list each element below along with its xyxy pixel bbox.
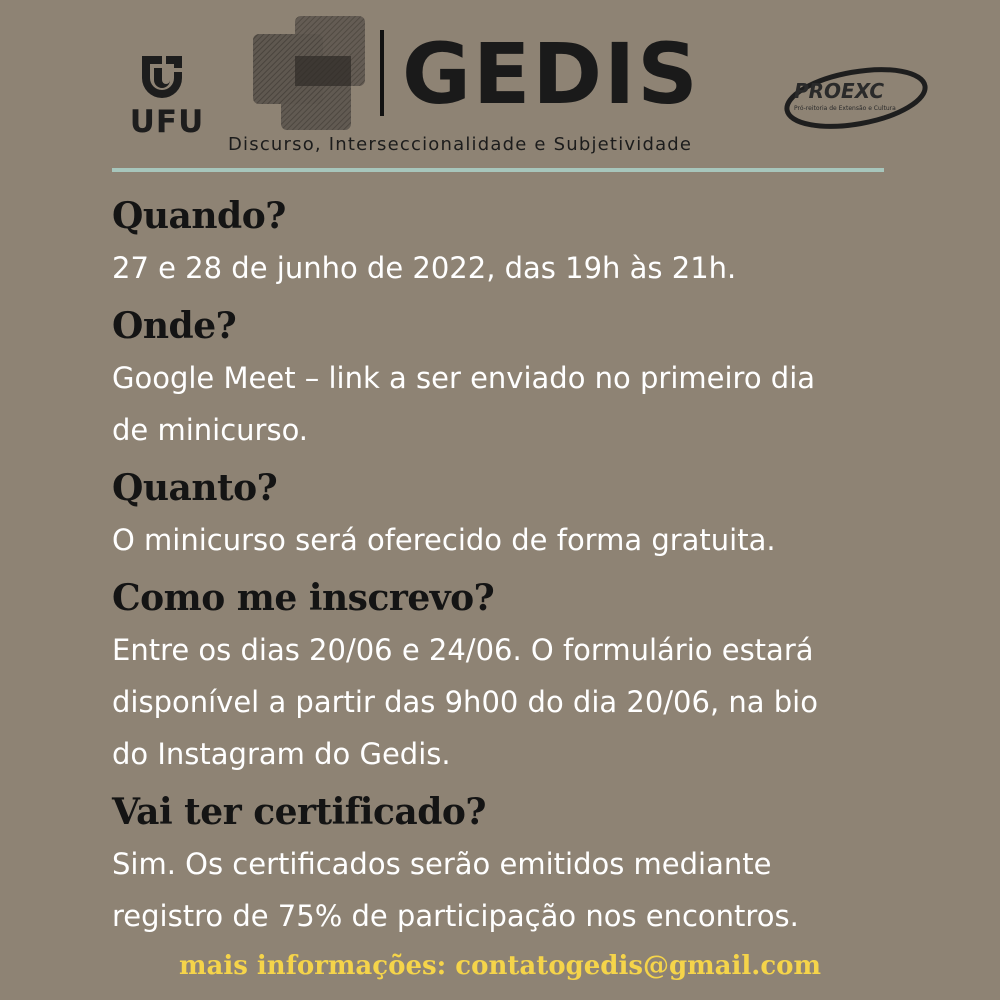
section-title: Vai ter certificado? bbox=[112, 791, 486, 833]
proexc-label: PROEXC bbox=[794, 79, 885, 103]
header-divider-line bbox=[112, 168, 884, 172]
section-quanto bbox=[112, 462, 918, 566]
ufu-emblem-icon bbox=[136, 50, 188, 102]
section-title: Quanto? bbox=[112, 467, 278, 509]
section-inscricao bbox=[112, 572, 918, 780]
section-line: registro de 75% de participação nos encontros. bbox=[112, 899, 799, 933]
section-quando bbox=[112, 190, 918, 294]
section-title: Como me inscrevo? bbox=[112, 577, 495, 619]
section-title: Quando? bbox=[112, 195, 286, 237]
section-line: do Instagram do Gedis. bbox=[112, 737, 451, 771]
section-line: disponível a partir das 9h00 do dia 20/06, na bio bbox=[112, 685, 818, 719]
section-certificado bbox=[112, 786, 918, 942]
section-line: Entre os dias 20/06 e 24/06. O formulário estará bbox=[112, 633, 814, 667]
header bbox=[0, 0, 1000, 180]
ufu-logo bbox=[118, 42, 218, 142]
content bbox=[112, 190, 918, 942]
section-onde bbox=[112, 300, 918, 456]
gedis-divider bbox=[380, 30, 384, 116]
section-line: Sim. Os certificados serão emitidos mediante bbox=[112, 847, 772, 881]
ufu-label: UFU bbox=[129, 104, 205, 140]
section-line: de minicurso. bbox=[112, 413, 309, 447]
gedis-title: GEDIS bbox=[402, 25, 700, 123]
proexc-logo bbox=[780, 62, 930, 134]
gedis-subtitle: Discurso, Interseccionalidade e Subjetividade bbox=[228, 134, 693, 155]
gedis-squares-icon bbox=[253, 16, 365, 130]
section-line: 27 e 28 de junho de 2022, das 19h às 21h. bbox=[112, 251, 737, 285]
section-title: Onde? bbox=[112, 305, 237, 347]
footer-contact[interactable]: mais informações: contatogedis@gmail.com bbox=[178, 951, 821, 981]
section-line: O minicurso será oferecido de forma gratuita. bbox=[112, 523, 776, 557]
proexc-sub: Pró-reitoria de Extensão e Cultura bbox=[794, 105, 896, 112]
section-line: Google Meet – link a ser enviado no primeiro dia bbox=[112, 361, 816, 395]
